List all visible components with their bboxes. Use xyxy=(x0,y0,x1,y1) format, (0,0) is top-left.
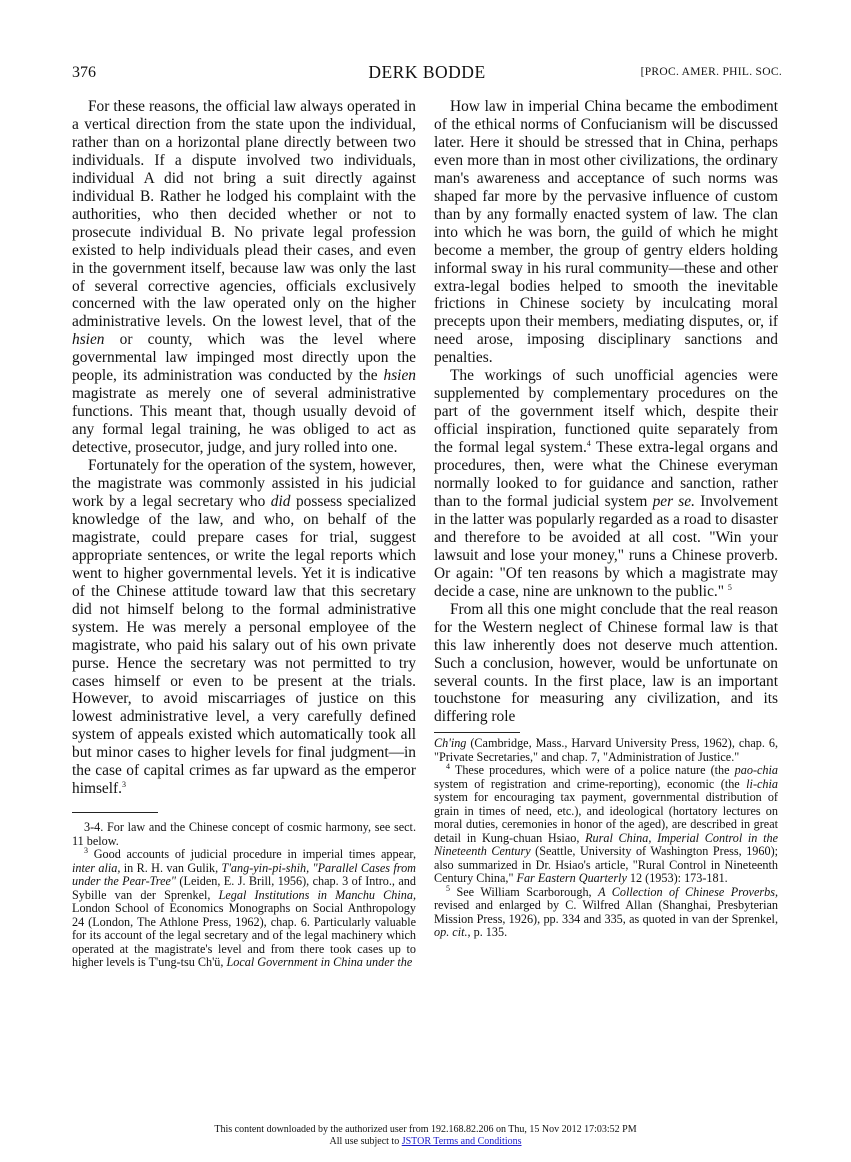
right-paragraph-1: How law in imperial China became the embodiment of the ethical norms of Confucianism will be discussed later. Here it should be stressed that in China, perhaps even more than in most other civilizations, the ordinary man's awareness and acceptance of such norms was shaped far more by the pervasive influence of custom than by any formally enacted system of law. The clan into which he was born, the guild of which he might become a member, the group of gentry elders holding informal sway in his rural community—these and other extra-legal bodies helped to smooth the inevitable frictions in Chinese society by inculcating moral precepts upon their members, mediating disputes, or, if need arose, imposing disciplinary sanctions and penalties. xyxy=(434,98,778,367)
right-footnotes xyxy=(434,737,778,940)
left-column xyxy=(72,98,416,970)
footnote-4: $^4$ These procedures, which were of a police nature (the pao-chia system of registration and crime-reporting), economic (the li-chia system for encouraging tax payment, governmental distribution of grain in times of need, etc.), and ideological (hortatory lectures on moral duties, ceremonies in honor of the aged), are described in great detail in Kung-chuan Hsiao, Rural China, Imperial Control in the Nineteenth Century (Seattle, University of Washington Press, 1960); also summarized in Dr. Hsiao's article, "Rural Control in Nineteenth Century China," Far Eastern Quarterly 12 (1953): 173-181. xyxy=(434,762,779,886)
page-header xyxy=(72,62,782,84)
running-head: DERK BODDE xyxy=(368,62,486,82)
jstor-terms-link[interactable]: JSTOR Terms and Conditions xyxy=(401,1136,522,1147)
right-body-text xyxy=(434,98,778,726)
right-paragraph-2: The workings of such unofficial agencies were supplemented by complementary procedures on the part of the government itself which, despite their official inspiration, functioned quite separately from the formal legal system.$^4$ These extra-legal organs and procedures, then, were what the Chinese everyman normally looked to for guidance and sanction, rather than to the formal judicial system per se. Involvement in the latter was popularly regarded as a road to disaster and therefore to be avoided at all cost. "Win your lawsuit and lose your money," runs a Chinese proverb. Or again: "Of ten reasons by which a magistrate may decide a case, nine are unknown to the public." $^5$ xyxy=(434,367,778,600)
footnote-divider xyxy=(72,812,158,813)
right-column xyxy=(434,98,778,940)
left-body-text xyxy=(72,98,416,798)
footnote-5: $^5$ See William Scarborough, A Collection of Chinese Proverbs, revised and enlarged by C. Wilfred Allan (Shanghai, Presbyterian Mission Press, 1926), pp. 334 and 335, as quoted in van der Sprenkel, op. cit., p. 135. xyxy=(434,883,778,940)
left-paragraph-1: For these reasons, the official law always operated in a vertical direction from the state upon the individual, rather than on a horizontal plane directly between two individuals. If a dispute involved two individuals, individual A did not bring a suit directly against individual B. Rather he lodged his complaint with the authorities, who then decided whether or not to prosecute individual B. No private legal profession existed to help individuals plead their cases, and even in the government itself, because law was only the last of several corrective agencies, officials exclusively concerned with the law operated only on the higher administrative levels. On the lowest level, that of the hsien or county, which was the level where governmental law impinged most directly upon the people, its administration was conducted by the hsien magistrate as merely one of several administrative functions. This meant that, though usually devoid of any formal legal training, he was obliged to act as detective, prosecutor, judge, and jury rolled into one. xyxy=(72,98,416,457)
download-notice: This content downloaded by the authorized user from 192.168.82.206 on Thu, 15 Nov 2012 17:03:52 PM xyxy=(214,1124,637,1135)
footnote-3-4: 3-4. For law and the Chinese concept of cosmic harmony, see sect. 11 below. xyxy=(72,820,416,848)
download-footer xyxy=(0,1124,851,1148)
footnote-3: $^3$ Good accounts of judicial procedure in imperial times appear, inter alia, in R. H. van Gulik, T'ang-yin-pi-shih, "Parallel Cases from under the Pear-Tree" (Leiden, E. J. Brill, 1956), chap. 3 of Intro., and Sybille van der Sprenkel, Legal Institutions in Manchu China, London School of Economics Monographs on Social Anthropology 24 (London, The Athlone Press, 1962), chap. 6. Particularly valuable for its account of the legal secretary and of the legal machinery which operated at the magistrate's level and from there took cases up to higher levels is T'ung-tsu Ch'ü, Local Government in China under the xyxy=(72,846,416,970)
footnote-divider xyxy=(434,732,520,733)
left-footnotes xyxy=(72,821,416,970)
footnote-ref-4: 4 xyxy=(586,438,591,448)
footnote-3-continued: Ch'ing (Cambridge, Mass., Harvard University Press, 1962), chap. 6, "Private Secretaries," and chap. 7, "Administration of Justice." xyxy=(434,736,778,764)
right-paragraph-3: From all this one might conclude that the real reason for the Western neglect of Chinese formal law is that this law inherently does not deserve much attention. Such a conclusion, however, would be unfortunate on several counts. In the first place, law is an important touchstone for measuring any civilization, and its differing role xyxy=(434,600,778,726)
left-paragraph-2: Fortunately for the operation of the system, however, the magistrate was commonly assisted in his judicial work by a legal secretary who did possess specialized knowledge of the law, and who, on behalf of the magistrate, could prepare cases for trial, suggest appropriate sentences, or write the legal reports which went to higher governmental levels. Yet it is indicative of the Chinese attitude toward law that this secretary did not himself belong to the formal administrative system. He was merely a personal employee of the magistrate, who paid his salary out of his own private purse. Hence the secretary was not permitted to try cases himself or even to be present at the trials. However, to avoid miscarriages of justice on this lowest administrative level, a very carefully defined system of appeals existed which automatically took all but minor cases to higher levels for final judgment—in the case of capital crimes as far upward as the emperor himself.$^3$ xyxy=(72,457,416,798)
terms-notice: All use subject to JSTOR Terms and Conditions xyxy=(329,1136,522,1147)
page-number: 376 xyxy=(72,64,96,81)
journal-citation: [PROC. AMER. PHIL. SOC. xyxy=(640,66,782,78)
footnote-ref-5: 5 xyxy=(727,582,732,592)
footnote-ref-3: 3 xyxy=(122,780,127,790)
